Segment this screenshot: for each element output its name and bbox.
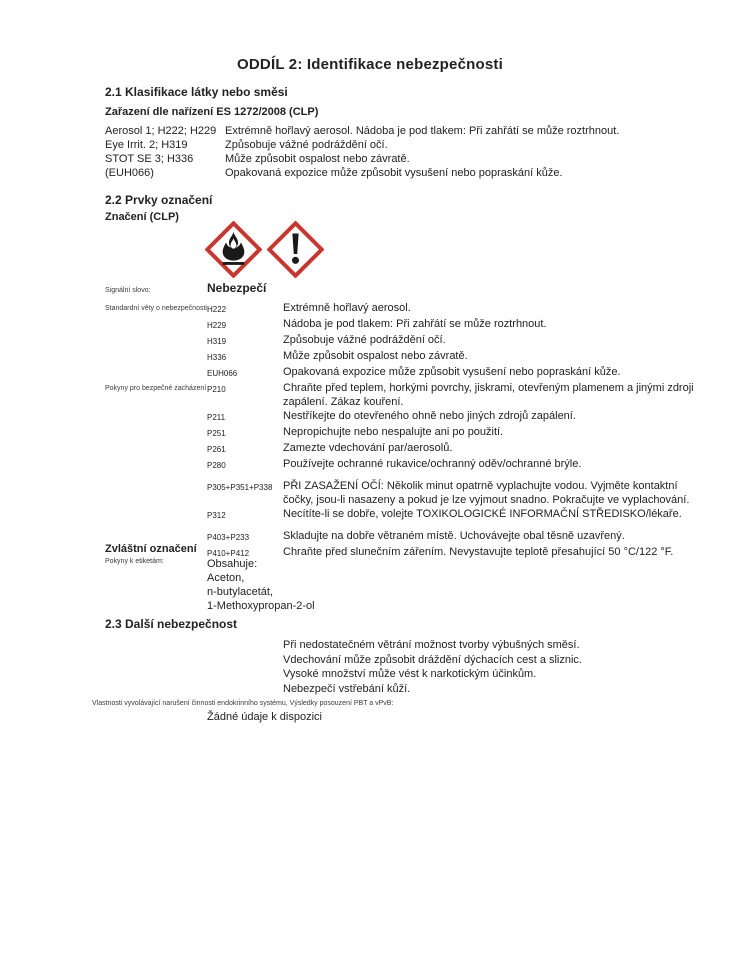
statement-code: P251 xyxy=(207,429,226,438)
classification-text: Opakovaná expozice může způsobit vysušení nebo popraskání kůže. xyxy=(225,167,563,179)
statement-text: Nepropichujte nebo nespalujte ani po použití. xyxy=(283,426,504,438)
statement-code: P305+P351+P338 xyxy=(207,483,273,492)
statement-code: P280 xyxy=(207,461,226,470)
label-instructions-row xyxy=(105,557,315,613)
statement-group-label xyxy=(105,365,207,381)
contains-substances-list xyxy=(207,557,315,613)
statement-code: P312 xyxy=(207,511,226,520)
statement-group-label xyxy=(105,507,207,523)
statement-group-label: Pokyny pro bezpečné zacházení xyxy=(105,385,207,392)
classification-row xyxy=(105,124,705,138)
statement-row xyxy=(105,381,705,409)
other-hazard-line: Vysoké množství může vést k narkotickým účinkům. xyxy=(283,668,537,680)
statement-text: Chraňte před slunečním zářením. Nevystavujte teplotě přesahující 50 °C/122 °F. xyxy=(283,546,674,558)
statement-text: Používejte ochranné rukavice/ochranný oděv/ochranné brýle. xyxy=(283,458,582,470)
signal-word-label: Signální slovo: xyxy=(105,287,151,294)
statement-code: H336 xyxy=(207,353,227,362)
contains-substance-line: 1-Methoxypropan-2-ol xyxy=(207,600,315,612)
statement-group-label xyxy=(105,479,207,507)
label-instructions-label: Pokyny k etiketám: xyxy=(105,558,164,565)
other-hazard-line: Vdechování může způsobit dráždění dýchacích cest a sliznic. xyxy=(283,653,582,666)
statement-code: P261 xyxy=(207,445,226,454)
statement-group-label xyxy=(105,317,207,333)
classification-text: Může způsobit ospalost nebo závratě. xyxy=(225,153,410,165)
statement-text: Skladujte na dobře větraném místě. Uchovávejte obal těsně uzavřený. xyxy=(283,530,625,542)
other-hazards-list xyxy=(283,638,582,696)
statement-text: Může způsobit ospalost nebo závratě. xyxy=(283,350,468,362)
contains-substance-line: Aceton, xyxy=(207,572,245,584)
statement-group-label xyxy=(105,457,207,473)
statement-code: P403+P233 xyxy=(207,533,250,542)
exclamation-pictogram-icon xyxy=(267,221,324,278)
statement-text: Nestříkejte do otevřeného ohně nebo jiných zdrojů zapálení. xyxy=(283,410,576,422)
statement-code: H229 xyxy=(207,321,227,330)
other-hazard-line: Při nedostatečném větrání možnost tvorby výbušných směsí. xyxy=(283,639,580,651)
statement-group-label xyxy=(105,349,207,365)
contains-substance-line: Obsahuje: xyxy=(207,558,258,570)
statement-group-label xyxy=(105,425,207,441)
signal-word: Nebezpečí xyxy=(207,281,267,295)
statement-row xyxy=(105,365,705,381)
statement-group-label xyxy=(105,333,207,349)
section-2-3-heading: 2.3 Další nebezpečnost xyxy=(105,617,238,631)
classification-code: (EUH066) xyxy=(105,167,154,179)
endocrine-pbt-footnote-label: Vlastnosti vyvolávající narušení činnosti endokrinního systému, Výsledky posouzení PBT a vPvB: xyxy=(92,700,394,707)
classification-row xyxy=(105,138,705,152)
statement-row xyxy=(105,507,705,523)
statement-text: Opakovaná expozice může způsobit vysušení nebo popraskání kůže. xyxy=(283,366,621,378)
statement-code: EUH066 xyxy=(207,369,238,378)
special-labelling-heading: Zvláštní označení xyxy=(105,543,197,555)
classification-list xyxy=(105,124,705,180)
statement-text: Zamezte vdechování par/aerosolů. xyxy=(283,442,453,454)
statement-text: Chraňte před teplem, horkými povrchy, jiskrami, otevřeným plamenem a jinými zdroji zapálení. Zákaz kouření. xyxy=(283,382,694,408)
statement-row xyxy=(105,409,705,425)
hazard-precaution-statements xyxy=(105,301,705,561)
statement-text: Necítíte-li se dobře, volejte TOXIKOLOGICKÉ INFORMAČNÍ STŘEDISKO/lékaře. xyxy=(283,508,682,520)
classification-row xyxy=(105,152,705,166)
other-hazard-line: Nebezpečí vstřebání kůží. xyxy=(283,682,411,695)
statement-text: Nádoba je pod tlakem: Při zahřátí se může roztrhnout. xyxy=(283,318,547,330)
statement-code: P410+P412 xyxy=(207,549,250,558)
statement-row xyxy=(105,333,705,349)
classification-row xyxy=(105,166,705,180)
statement-code: H222 xyxy=(207,305,227,314)
statement-row xyxy=(105,301,705,317)
statement-code: H319 xyxy=(207,337,227,346)
statement-code: P211 xyxy=(207,413,226,422)
signal-word-row xyxy=(105,281,266,296)
endocrine-pbt-footnote-value: Žádné údaje k dispozici xyxy=(207,711,322,723)
statement-text: Extrémně hořlavý aerosol. xyxy=(283,302,411,314)
statement-text: Způsobuje vážné podráždění očí. xyxy=(283,334,446,346)
statement-row xyxy=(105,317,705,333)
flame-pictogram-icon xyxy=(205,221,262,278)
statement-row xyxy=(105,457,705,473)
statement-row xyxy=(105,479,705,507)
statement-row xyxy=(105,425,705,441)
classification-code: Aerosol 1; H222; H229 xyxy=(105,125,217,137)
statement-group-label xyxy=(105,409,207,425)
clp-labelling-subheading: Značení (CLP) xyxy=(105,211,179,223)
classification-text: Způsobuje vážné podráždění očí. xyxy=(225,139,388,151)
ghs-pictograms xyxy=(205,221,324,278)
classification-code: STOT SE 3; H336 xyxy=(105,153,194,165)
classification-text: Extrémně hořlavý aerosol. Nádoba je pod tlakem: Při zahřátí se může roztrhnout. xyxy=(225,125,620,137)
section-2-1-heading: 2.1 Klasifikace látky nebo směsi xyxy=(105,85,288,99)
clp-classification-subheading: Zařazení dle nařízení ES 1272/2008 (CLP) xyxy=(105,106,319,118)
page-title: ODDÍL 2: Identifikace nebezpečnosti xyxy=(237,56,503,73)
statement-text: PŘI ZASAŽENÍ OČÍ: Několik minut opatrně vyplachujte vodou. Vyjměte kontaktní čočky, jsou-li nasazeny a pokud je lze vyjmout snadno. Pokračujte ve vyplachování. xyxy=(283,480,690,506)
statement-group-label: Standardní věty o nebezpečnosti xyxy=(105,305,207,312)
classification-code: Eye Irrit. 2; H319 xyxy=(105,139,188,151)
statement-row xyxy=(105,349,705,365)
section-2-2-heading: 2.2 Prvky označení xyxy=(105,193,213,207)
statement-row xyxy=(105,441,705,457)
statement-group-label xyxy=(105,441,207,457)
contains-substance-line: n-butylacetát, xyxy=(207,586,274,598)
statement-code: P210 xyxy=(207,385,226,394)
